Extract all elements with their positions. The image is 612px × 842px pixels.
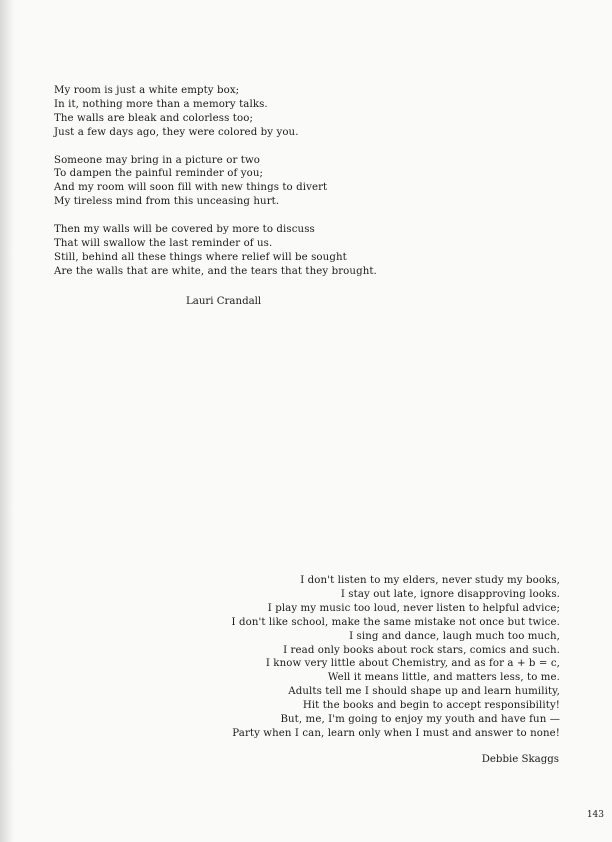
poem-line: Just a few days ago, they were colored by you.: [54, 126, 299, 138]
poem-line: And my room will soon fill with new things to divert: [54, 182, 328, 194]
poem-line: Someone may bring in a picture or two: [54, 154, 260, 166]
poem-line: I know very little about Chemistry, and as for a + b = c,: [265, 658, 560, 670]
page-number: 143: [586, 810, 604, 820]
poem-line: Party when I can, learn only when I must and answer to none!: [232, 727, 560, 739]
poem-line: Still, behind all these things where relief will be sought: [54, 251, 347, 263]
poem-line: Then my walls will be covered by more to discuss: [54, 224, 315, 236]
poem-line: Hit the books and begin to accept responsibility!: [302, 700, 560, 712]
poem-one-stanza-3: [54, 223, 414, 279]
poem-line: My tireless mind from this unceasing hurt.: [54, 196, 280, 208]
poem-one-stanza-1: [54, 84, 414, 140]
poem-line: But, me, I'm going to enjoy my youth and have fun —: [280, 714, 560, 726]
poem-line: I read only books about rock stars, comics and such.: [283, 644, 560, 656]
poem-line: To dampen the painful reminder of you;: [54, 168, 264, 180]
poem-line: The walls are bleak and colorless too;: [54, 112, 253, 124]
poem-line: I don't listen to my elders, never study my books,: [300, 575, 560, 586]
poem-one-stanza-2: [54, 154, 414, 210]
poem-line: In it, nothing more than a memory talks.: [54, 98, 268, 110]
poem-line: I play my music too loud, never listen to helpful advice;: [267, 602, 560, 614]
poem-line: Adults tell me I should shape up and learn humility,: [288, 686, 560, 698]
poem-line: I stay out late, ignore disapproving looks.: [340, 588, 560, 600]
poem-two-author: Debbie Skaggs: [481, 754, 559, 765]
poem-one: [54, 84, 414, 279]
binding-shadow: [0, 0, 14, 842]
poem-line: I sing and dance, laugh much too much,: [349, 630, 560, 642]
poem-line: My room is just a white empty box;: [54, 85, 240, 96]
poem-line: That will swallow the last reminder of us.: [54, 237, 273, 249]
poem-line: I don't like school, make the same mistake not once but twice.: [231, 616, 560, 628]
poem-line: Well it means little, and matters less, to me.: [327, 672, 560, 684]
poem-line: Are the walls that are white, and the tears that they brought.: [54, 265, 377, 277]
poem-one-author: Lauri Crandall: [186, 296, 262, 307]
poem-two: [180, 574, 560, 741]
